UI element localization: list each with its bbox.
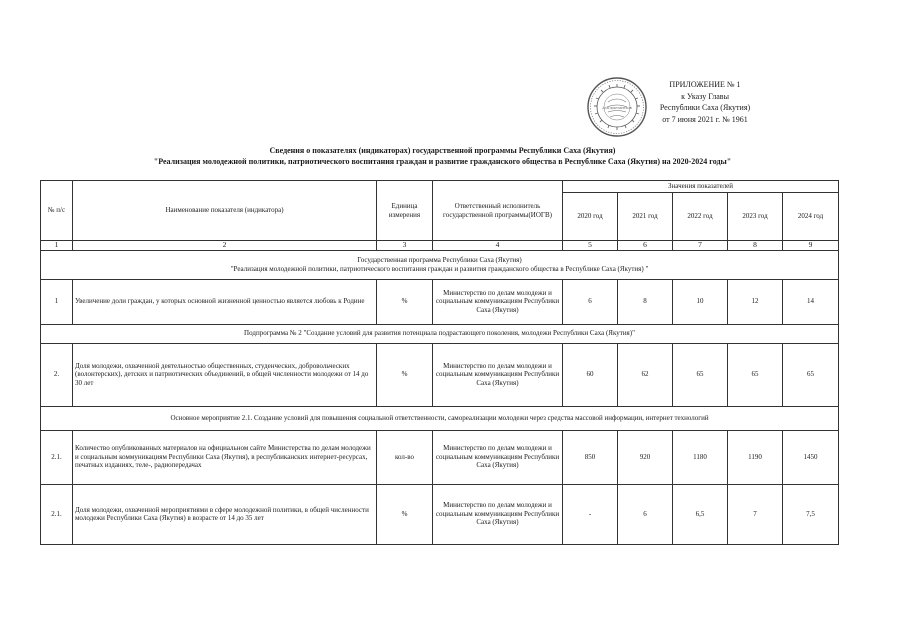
row-value-2020: 6 xyxy=(563,279,618,324)
annex-line-2: к Указу Главы xyxy=(681,91,729,101)
row-value-2021: 6 xyxy=(618,484,673,544)
header-values-group: Значения показателей xyxy=(563,181,839,193)
row-value-2020: 850 xyxy=(563,430,618,484)
header-year-2022: 2022 год xyxy=(673,193,728,241)
table-row xyxy=(41,343,839,406)
row-value-2023: 12 xyxy=(728,279,783,324)
row-value-2022: 10 xyxy=(673,279,728,324)
row-executor: Министерство по делам молодежи и социальным коммуникациям Республики Саха (Якутия) xyxy=(433,484,563,544)
table-row xyxy=(41,484,839,544)
section-program-line-1: Государственная программа Республики Саха (Якутия) xyxy=(357,256,522,264)
header-year-2021: 2021 год xyxy=(618,193,673,241)
row-indicator-name: Доля молодежи, охваченной деятельностью общественных, студенческих, добровольческих (волонтерских), детских и патриотических объединений, в общей численности молодежи от 14 до 30 лет xyxy=(73,343,377,406)
col-number: 2 xyxy=(73,241,377,251)
row-value-2022: 1180 xyxy=(673,430,728,484)
row-executor: Министерство по делам молодежи и социальным коммуникациям Республики Саха (Якутия) xyxy=(433,279,563,324)
col-number: 7 xyxy=(673,241,728,251)
row-value-2023: 65 xyxy=(728,343,783,406)
row-value-2021: 8 xyxy=(618,279,673,324)
row-unit: кол-во xyxy=(377,430,433,484)
col-number: 5 xyxy=(563,241,618,251)
row-indicator-name: Увеличение доли граждан, у которых основной жизненной ценностью является любовь к Родине xyxy=(73,279,377,324)
col-number: 1 xyxy=(41,241,73,251)
indicators-table xyxy=(40,180,839,545)
table-row xyxy=(41,279,839,324)
row-value-2024: 65 xyxy=(783,343,839,406)
row-value-2021: 62 xyxy=(618,343,673,406)
row-value-2022: 65 xyxy=(673,343,728,406)
section-subprogram: Подпрограмма № 2 "Создание условий для развития потенциала подрастающего поколения, молодежи Республики Саха (Якутия)" xyxy=(41,324,839,343)
row-num: 2.1. xyxy=(41,484,73,544)
header-year-2023: 2023 год xyxy=(728,193,783,241)
row-value-2023: 7 xyxy=(728,484,783,544)
annex-block xyxy=(640,79,770,125)
header-row-1 xyxy=(41,181,839,193)
row-value-2024: 14 xyxy=(783,279,839,324)
col-number: 3 xyxy=(377,241,433,251)
section-program-row xyxy=(41,250,839,279)
row-value-2020: - xyxy=(563,484,618,544)
col-number: 9 xyxy=(783,241,839,251)
row-unit: % xyxy=(377,279,433,324)
column-numbers-row xyxy=(41,241,839,251)
row-value-2021: 920 xyxy=(618,430,673,484)
header-unit: Единица измерения xyxy=(377,181,433,241)
section-subprogram-row xyxy=(41,324,839,343)
annex-line-3: Республики Саха (Якутия) xyxy=(659,103,751,112)
row-value-2022: 6,5 xyxy=(673,484,728,544)
row-executor: Министерство по делам молодежи и социальным коммуникациям Республики Саха (Якутия) xyxy=(433,343,563,406)
row-value-2020: 60 xyxy=(563,343,618,406)
official-seal-icon xyxy=(586,76,648,138)
row-value-2024: 1450 xyxy=(783,430,839,484)
row-indicator-name: Количество опубликованных материалов на официальном сайте Министерства по делам молодежи и социальным коммуникациям Республики Саха (Якутия), в республиканских интернет-ресурсах, печатных изданиях, теле-, радиопередачах xyxy=(73,430,377,484)
seal-text: ДЛЯ ДОКУМЕНТОВ xyxy=(602,106,632,110)
section-program-line-2: "Реализация молодежной политики, патриотического воспитания граждан и развития гражданского общества в Республике Саха (Якутия) " xyxy=(230,264,649,273)
row-unit: % xyxy=(377,484,433,544)
section-event: Основное мероприятие 2.1. Создание условий для повышения социальной ответственности, самореализации молодежи через средства массовой информации, интернет технологий xyxy=(41,406,839,430)
header-year-2020: 2020 год xyxy=(563,193,618,241)
header-year-2024: 2024 год xyxy=(783,193,839,241)
row-value-2023: 1190 xyxy=(728,430,783,484)
header-num: № п/с xyxy=(41,181,73,241)
row-executor: Министерство по делам молодежи и социальным коммуникациям Республики Саха (Якутия) xyxy=(433,430,563,484)
col-number: 8 xyxy=(728,241,783,251)
annex-line-1: ПРИЛОЖЕНИЕ № 1 xyxy=(669,80,741,89)
header-executor: Ответственный исполнитель государственной программы(ИОГВ) xyxy=(433,181,563,241)
section-program xyxy=(41,250,839,279)
section-event-row xyxy=(41,406,839,430)
row-num: 2.1. xyxy=(41,430,73,484)
title-line-1: Сведения о показателях (индикаторах) государственной программы Республики Саха (Якутия) xyxy=(269,146,616,155)
col-number: 4 xyxy=(433,241,563,251)
header-name: Наименование показателя (индикатора) xyxy=(73,181,377,241)
row-value-2024: 7,5 xyxy=(783,484,839,544)
title-line-2: "Реализация молодежной политики, патриотического воспитания граждан и развитие гражданского общества в Республике Саха (Якутия) на 2020-2024 годы" xyxy=(153,157,732,166)
row-indicator-name: Доля молодежи, охваченной мероприятиями в сфере молодежной политики, в общей численности молодежи Республики Саха (Якутия) в возрасте от 14 до 35 лет xyxy=(73,484,377,544)
row-num: 1 xyxy=(41,279,73,324)
row-num: 2. xyxy=(41,343,73,406)
row-unit: % xyxy=(377,343,433,406)
document-title xyxy=(40,145,845,167)
col-number: 6 xyxy=(618,241,673,251)
annex-line-4: от 7 июня 2021 г. № 1961 xyxy=(662,114,748,124)
table-row xyxy=(41,430,839,484)
